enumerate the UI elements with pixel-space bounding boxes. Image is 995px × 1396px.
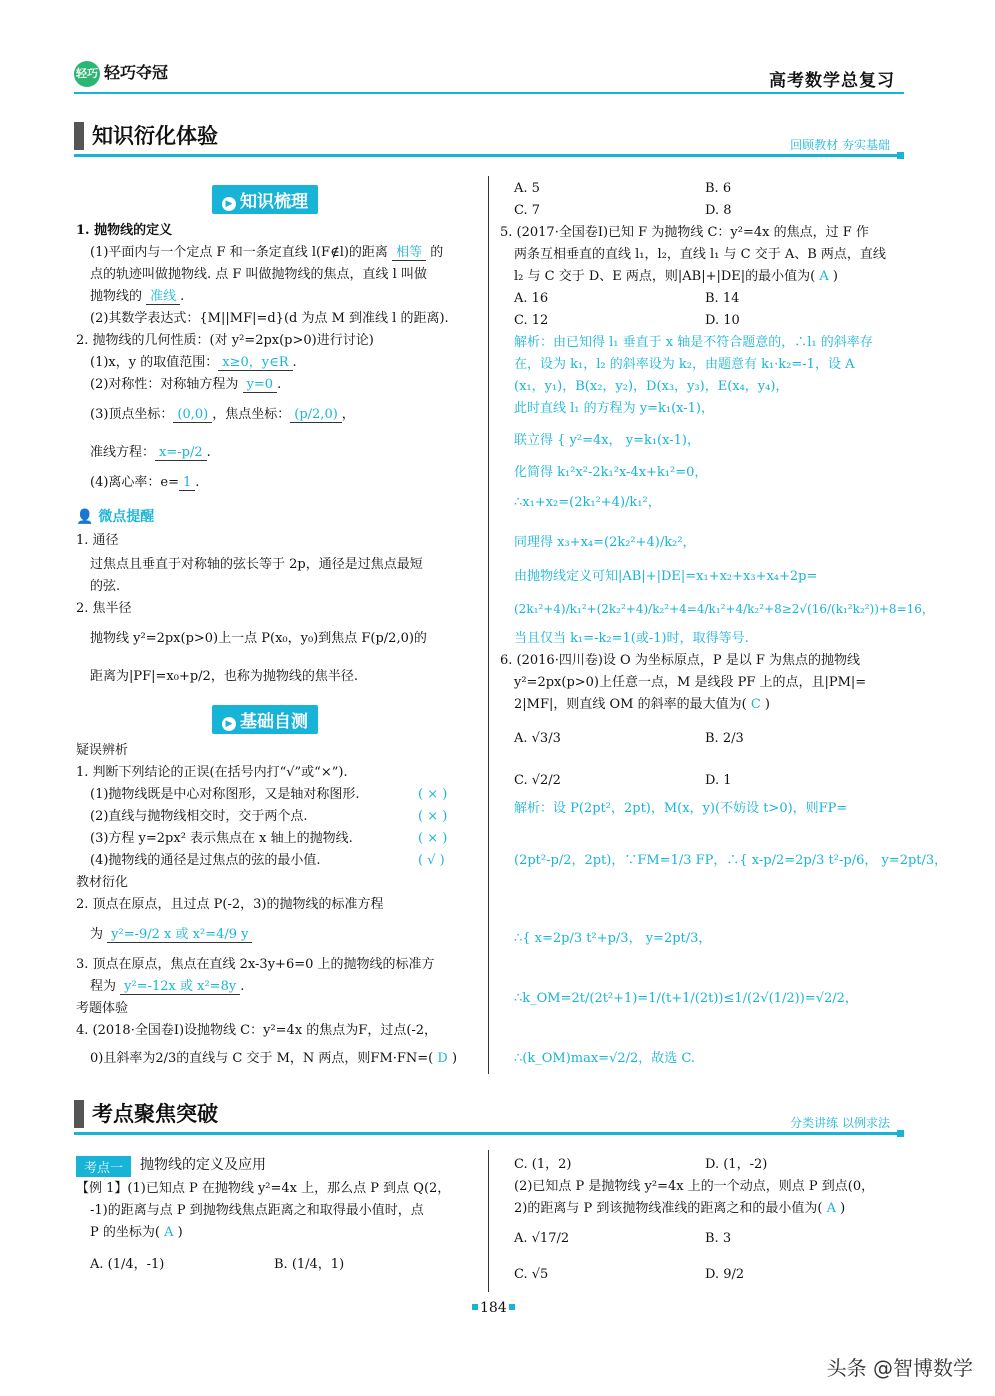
solution-line: ∴x₁+x₂=(2k₁²+4)/k₁²，	[514, 495, 661, 510]
page-number: 184	[470, 1300, 517, 1316]
text-line: (3)方程 y=2px² 表示焦点在 x 轴上的抛物线.	[90, 831, 353, 846]
text-line: 疑误辨析	[76, 743, 129, 758]
text-line: (1)x，y 的取值范围： x≥0，y∈R .	[90, 355, 297, 370]
solution-line: 此时直线 l₁ 的方程为 y=k₁(x-1)，	[514, 401, 715, 416]
text-line: 1. 判断下列结论的正误(在括号内打“√”或“×”).	[76, 765, 348, 780]
text-line: 过焦点且垂直于对称轴的弦长等于 2p，通径是过焦点最短	[90, 557, 423, 572]
pill-self-test	[212, 705, 318, 734]
text-line: 5. (2017·全国卷Ⅰ)已知 F 为抛物线 C：y²=4x 的焦点，过 F 作	[500, 225, 869, 240]
text-line: 1. 通径	[76, 533, 119, 548]
answer-blank: (p/2,0)	[290, 407, 342, 423]
section-subtitle: 回顾教材 夯实基础	[790, 138, 890, 152]
text-line: -1)的距离与点 P 到抛物线焦点距离之和取得最小值时，点	[90, 1203, 424, 1218]
text-line: 距离为|PF|=x₀+p/2，也称为抛物线的焦半径.	[90, 669, 358, 684]
answer-mark: ( × )	[418, 831, 448, 846]
answer-choice: A	[164, 1225, 174, 1240]
text-line: y²=2px(p>0)上任意一点，M 是线段 PF 上的点，且|PM|=	[514, 675, 867, 690]
answer-blank: x=-p/2	[155, 445, 207, 461]
answer-blank: y=0	[243, 377, 278, 393]
tip-heading: 👤 微点提醒	[76, 509, 155, 525]
section-subtitle: 分类讲练 以例求法	[790, 1116, 890, 1130]
section-dot	[897, 152, 904, 159]
text-line: 为 y²=-9/2 x 或 x²=4/9 y	[90, 926, 252, 944]
answer-choice: A	[819, 269, 829, 284]
text-line: (2)直线与抛物线相交时，交于两个点.	[90, 809, 308, 824]
text-line: 教材衍化	[76, 875, 129, 890]
section-dot	[897, 1130, 904, 1137]
pill-label: 知识梳理	[240, 192, 308, 212]
play-icon: ▶	[222, 197, 236, 211]
text-line: 0)且斜率为2/3的直线与 C 交于 M，N 两点，则FM·FN=( D )	[90, 1051, 458, 1066]
text-line: 6. (2016·四川卷)设 O 为坐标原点，P 是以 F 为焦点的抛物线	[500, 653, 860, 668]
answer-mark: ( × )	[418, 809, 448, 824]
option: C. (1，2)	[514, 1157, 572, 1172]
text-line: 【例 1】(1)已知点 P 在抛物线 y²=4x 上，那么点 P 到点 Q(2，	[76, 1181, 451, 1196]
text-line: 2)的距离与 P 到该抛物线准线的距离之和的最小值为( A )	[514, 1201, 846, 1216]
text-line: 两条互相垂直的直线 l₁，l₂，直线 l₁ 与 C 交于 A、B 两点，直线	[514, 247, 886, 262]
solution-line: ∴{ x=2p/3 t²+p/3， y=2pt/3，	[514, 931, 712, 946]
solution-line: ∴k_OM=2t/(2t²+1)=1/(t+1/(2t))≤1/(2√(1/2))=√2/2，	[514, 991, 858, 1006]
answer-mark: ( √ )	[418, 853, 445, 868]
option: C. 12	[514, 313, 549, 328]
option: A. 5	[514, 181, 540, 196]
section-header-knowledge	[74, 118, 904, 157]
option: D. (1，-2)	[705, 1157, 768, 1172]
solution-line: 在，设为 k₁，l₂ 的斜率设为 k₂，由题意有 k₁·k₂=-1，设 A	[514, 357, 855, 372]
answer-choice: D	[437, 1051, 448, 1066]
option: D. 8	[705, 203, 732, 218]
watermark: 头条 @智博数学	[826, 1356, 973, 1380]
answer-blank: 准线	[146, 289, 180, 305]
text-line: 点的轨迹叫做抛物线. 点 F 叫做抛物线的焦点，直线 l 叫做	[90, 267, 427, 282]
option: C. √5	[514, 1267, 549, 1282]
text-line: 2. 抛物线的几何性质：(对 y²=2px(p>0)进行讨论)	[76, 333, 374, 348]
option: B. 14	[705, 291, 740, 306]
text-line: 考题体验	[76, 1001, 129, 1016]
text-line: 3. 顶点在原点，焦点在直线 2x-3y+6=0 上的抛物线的标准方	[76, 957, 435, 972]
option: D. 10	[705, 313, 740, 328]
solution-line: (2k₁²+4)/k₁²+(2k₂²+4)/k₂²+4=4/k₁²+4/k₂²+8≥2√(16/(k₁²k₂²))+8=16，	[514, 602, 934, 616]
option: A. 16	[514, 291, 549, 306]
section-title: 知识衍化体验	[92, 124, 218, 148]
solution-line: 当且仅当 k₁=-k₂=1(或-1)时，取得等号.	[514, 631, 749, 646]
option: D. 9/2	[705, 1267, 745, 1282]
answer-choice: C	[750, 697, 761, 712]
answer-blank: 1	[179, 475, 195, 491]
section-title: 考点聚焦突破	[92, 1102, 218, 1126]
text-line: (4)抛物线的通径是过焦点的弦的最小值.	[90, 853, 321, 868]
section-marker	[74, 122, 84, 150]
text-line: 准线方程： x=-p/2 .	[90, 445, 211, 460]
text-line: (2)已知点 P 是抛物线 y²=4x 上的一个动点，则点 P 到点(0，	[514, 1179, 875, 1194]
option: B. 3	[705, 1231, 732, 1246]
solution-line: ∴(k_OM)max=√2/2，故选 C.	[514, 1051, 696, 1066]
option: B. (1/4，1)	[274, 1257, 345, 1272]
answer-choice: A	[826, 1201, 836, 1216]
pill-label: 基础自测	[240, 712, 308, 732]
column-divider	[488, 176, 489, 1074]
solution-line: 解析：设 P(2pt²，2pt)，M(x，y)(不妨设 t>0)，则FP=	[514, 801, 848, 816]
text-line: 抛物线的 准线 .	[90, 289, 185, 304]
answer-blank: 相等	[392, 245, 426, 261]
option: C. 7	[514, 203, 541, 218]
text-line: 1. 抛物线的定义	[76, 223, 173, 238]
solution-line: 联立得 { y²=4x， y=k₁(x-1)，	[514, 433, 700, 448]
text-line: 2. 顶点在原点，且过点 P(-2，3)的抛物线的标准方程	[76, 897, 384, 912]
text-line: (3)顶点坐标： (0,0) ，焦点坐标： (p/2,0) ，	[90, 407, 355, 422]
solution-line: 同理得 x₃+x₄=(2k₂²+4)/k₂²，	[514, 535, 696, 550]
solution-line: (2pt²-p/2，2pt)，∵FM=1/3 FP，∴{ x-p/2=2p/3 t²-p/6， y=2pt/3，	[514, 853, 948, 868]
book-title: 高考数学总复习	[769, 71, 895, 91]
logo-badge-icon: 轻巧	[74, 61, 100, 87]
solution-line: 由抛物线定义可知|AB|+|DE|=x₁+x₂+x₃+x₄+2p=	[514, 569, 818, 584]
text-line: l₂ 与 C 交于 D、E 两点，则|AB|+|DE|的最小值为( A )	[514, 269, 838, 284]
answer-mark: ( × )	[418, 787, 448, 802]
column-divider	[488, 1150, 489, 1292]
solution-line: 解析：由已知得 l₁ 垂直于 x 轴是不符合题意的，∴l₁ 的斜率存	[514, 335, 873, 350]
text-line: (1)抛物线既是中心对称图形，又是轴对称图形.	[90, 787, 360, 802]
text-line: 2. 焦半径	[76, 601, 132, 616]
option: C. √2/2	[514, 773, 561, 788]
text-line: P 的坐标为( A )	[90, 1225, 183, 1240]
text-line: 的弦.	[90, 579, 121, 594]
answer-blank: (0,0)	[173, 407, 212, 423]
solution-line: (x₁，y₁)，B(x₂，y₂)，D(x₃，y₃)，E(x₄，y₄)，	[514, 379, 789, 394]
topic-tag: 考点一	[76, 1156, 131, 1177]
text-line: 2|MF|，则直线 OM 的斜率的最大值为( C )	[514, 697, 770, 712]
header-divider	[74, 92, 904, 94]
option: B. 2/3	[705, 731, 744, 746]
person-icon: 👤	[76, 509, 94, 525]
text-line: 抛物线 y²=2px(p>0)上一点 P(x₀，y₀)到焦点 F(p/2,0)的	[90, 631, 427, 646]
option: A. √17/2	[514, 1231, 570, 1246]
pill-knowledge	[212, 185, 318, 214]
text-line: 程为 y²=-12x 或 x²=8y .	[90, 979, 245, 994]
brand-logo	[74, 60, 168, 87]
answer-blank: y²=-9/2 x 或 x²=4/9 y	[107, 927, 252, 943]
option: D. 1	[705, 773, 732, 788]
answer-blank: y²=-12x 或 x²=8y	[120, 979, 240, 995]
text-line: (1)平面内与一个定点 F 和一条定直线 l(F∉l)的距离 相等 的	[90, 245, 444, 260]
play-icon: ▶	[222, 717, 236, 731]
topic-title: 抛物线的定义及应用	[140, 1157, 266, 1173]
option: A. √3/3	[514, 731, 561, 746]
section-header-focus	[74, 1096, 904, 1135]
logo-text: 轻巧夺冠	[104, 63, 169, 82]
answer-blank: x≥0，y∈R	[218, 355, 292, 371]
text-line: 4. (2018·全国卷Ⅰ)设抛物线 C：y²=4x 的焦点为F，过点(-2，	[76, 1023, 438, 1038]
option: B. 6	[705, 181, 732, 196]
text-line: (2)其数学表达式：{M||MF|=d}(d 为点 M 到准线 l 的距离).	[90, 311, 449, 326]
text-line: (4)离心率：e= 1 .	[90, 475, 200, 490]
text-line: (2)对称性：对称轴方程为 y=0 .	[90, 377, 282, 392]
solution-line: 化简得 k₁²x²-2k₁²x-4x+k₁²=0，	[514, 465, 708, 480]
option: A. (1/4，-1)	[90, 1257, 165, 1272]
section-marker	[74, 1100, 84, 1128]
